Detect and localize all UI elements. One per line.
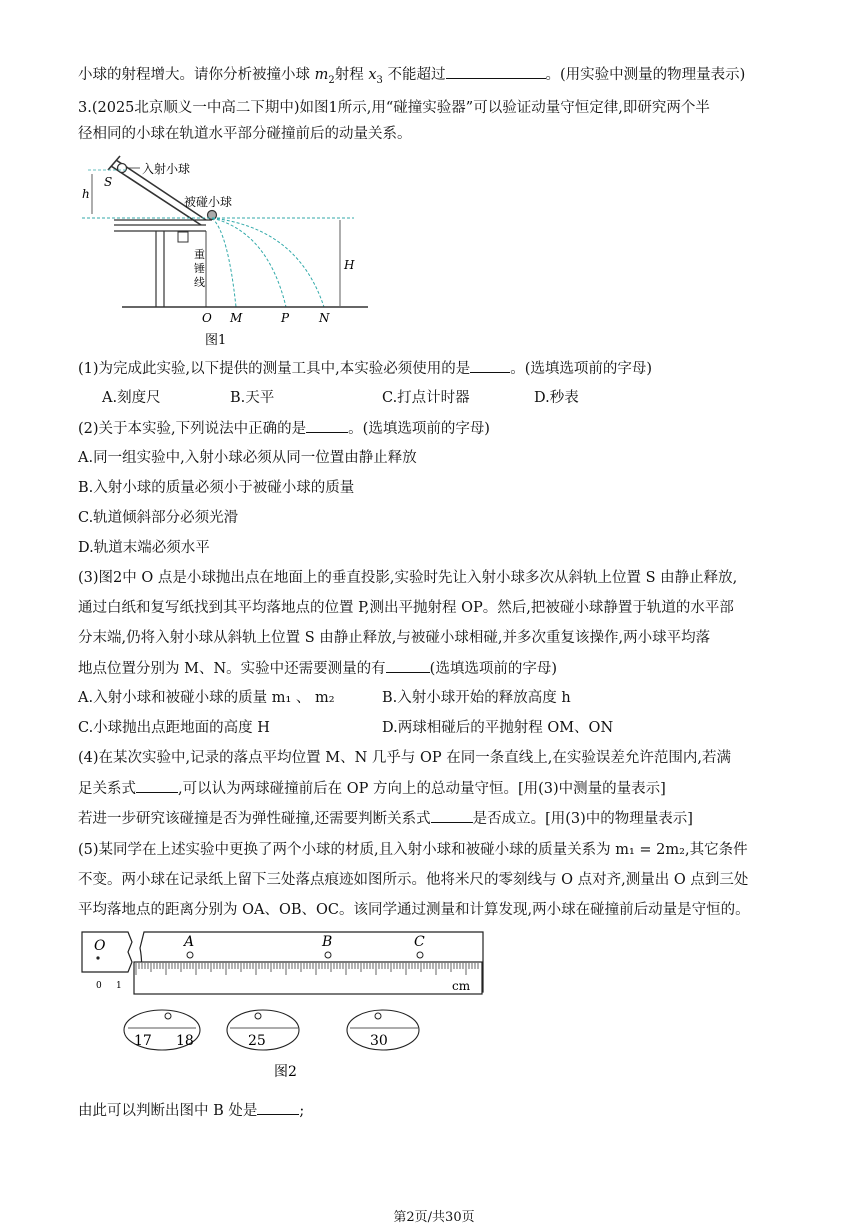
svg-text:17: 17: [134, 1033, 152, 1049]
svg-text:重: 重: [194, 248, 205, 261]
question-3-header-cont: 径相同的小球在轨道水平部分碰撞前后的动量关系。: [78, 126, 412, 142]
answer-blank[interactable]: [306, 418, 348, 433]
q1-option-d: D.秒表: [534, 390, 579, 406]
question-3-4-line-2: 足关系式 ,可以认为两球碰撞前后在 OP 方向上的总动量守恒。[用(3)中测量的量表示]: [78, 778, 666, 799]
svg-text:线: 线: [194, 276, 205, 289]
question-3-5-line-3: 平均落地点的距离分别为 OA、OB、OC。该同学通过测量和计算发现,两小球在碰撞前后动量是守恒的。: [78, 902, 750, 918]
svg-text:N: N: [319, 311, 330, 325]
svg-text:cm: cm: [452, 979, 471, 993]
q2-option-c: C.轨道倾斜部分必须光滑: [78, 510, 239, 526]
answer-blank[interactable]: [470, 358, 510, 373]
svg-text:B: B: [322, 934, 333, 950]
question-3-3-line-4: 地点位置分别为 M、N。实验中还需要测量的有 (选填选项前的字母): [78, 658, 557, 679]
text-line-1: 小球的射程增大。请你分析被撞小球 $m_2$射程 $x_3$ 不能超过 。(用实验中测量的物理量表示): [78, 64, 745, 91]
svg-text:P: P: [281, 311, 290, 325]
svg-text:M: M: [230, 311, 243, 325]
q3-option-c: C.小球抛出点距地面的高度 H: [78, 720, 270, 736]
svg-text:S: S: [104, 175, 113, 189]
q3-option-a: A.入射小球和被碰小球的质量 m₁ 、 m₂: [78, 690, 335, 706]
svg-text:30: 30: [370, 1033, 388, 1049]
answer-blank[interactable]: [386, 658, 430, 673]
figure-2-caption: 图2: [274, 1064, 297, 1080]
q2-option-b: B.入射小球的质量必须小于被碰小球的质量: [78, 480, 355, 496]
svg-text:A: A: [184, 934, 195, 950]
answer-blank[interactable]: [446, 64, 546, 79]
q1-option-b: B.天平: [230, 390, 275, 406]
question-3-3-line-1: (3)图2中 O 点是小球抛出点在地面上的垂直投影,实验时先让入射小球多次从斜轨上位置 S 由静止释放,: [78, 570, 738, 586]
svg-text:O: O: [94, 938, 106, 954]
q1-option-c: C.打点计时器: [382, 390, 470, 406]
answer-blank[interactable]: [257, 1100, 299, 1115]
question-3-2: (2)关于本实验,下列说法中正确的是 。(选填选项前的字母): [78, 418, 490, 439]
label-incident-ball: 入射小球: [142, 162, 191, 176]
svg-text:0: 0: [96, 981, 102, 991]
figure-2-ruler: [78, 928, 498, 1088]
question-3-5-final: 由此可以判断出图中 B 处是 ;: [78, 1100, 304, 1121]
svg-text:O: O: [202, 311, 212, 325]
svg-text:18: 18: [176, 1033, 194, 1049]
figure-1-caption: 图1: [205, 333, 227, 348]
svg-text:1: 1: [116, 981, 122, 991]
figure-1-collision-apparatus: [78, 152, 368, 352]
question-3-5-line-2: 不变。两小球在记录纸上留下三处落点痕迹如图所示。他将米尺的零刻线与 O 点对齐,测量出 O 点到三处: [78, 872, 749, 888]
svg-text:h: h: [82, 187, 90, 201]
question-3-3-line-3: 分末端,仍将入射小球从斜轨上位置 S 由静止释放,与被碰小球相碰,并多次重复该操作,两小球平均落: [78, 630, 711, 646]
svg-text:25: 25: [248, 1033, 266, 1049]
q1-option-a: A.刻度尺: [102, 390, 161, 406]
question-3-1: (1)为完成此实验,以下提供的测量工具中,本实验必须使用的是 。(选填选项前的字母): [78, 358, 652, 379]
question-3-4-line-1: (4)在某次实验中,记录的落点平均位置 M、N 几乎与 OP 在同一条直线上,在实验误差允许范围内,若满: [78, 750, 731, 766]
question-3-5-line-1: (5)某同学在上述实验中更换了两个小球的材质,且入射小球和被碰小球的质量关系为 m₁ = 2m₂,其它条件: [78, 842, 748, 858]
svg-text:H: H: [344, 258, 355, 272]
label-target-ball: 被碰小球: [184, 195, 233, 209]
answer-blank[interactable]: [136, 778, 178, 793]
q2-option-d: D.轨道末端必须水平: [78, 540, 210, 556]
incident-ball: [118, 164, 127, 173]
page-footer: 第2页/共30页: [393, 1210, 475, 1225]
svg-text:C: C: [414, 934, 425, 950]
q3-option-b: B.入射小球开始的释放高度 h: [382, 690, 571, 706]
question-3-4-line-3: 若进一步研究该碰撞是否为弹性碰撞,还需要判断关系式 是否成立。[用(3)中的物理量表示]: [78, 808, 693, 829]
q3-option-d: D.两球相碰后的平抛射程 OM、ON: [382, 720, 614, 736]
question-3-header: 3.(2025北京顺义一中高二下期中)如图1所示,用“碰撞实验器”可以验证动量守恒定律,即研究两个半: [78, 100, 710, 116]
question-3-3-line-2: 通过白纸和复写纸找到其平均落地点的位置 P,测出平抛射程 OP。然后,把被碰小球静置于轨道的水平部: [78, 600, 734, 616]
svg-text:锤: 锤: [194, 262, 205, 275]
q2-option-a: A.同一组实验中,入射小球必须从同一位置由静止释放: [78, 450, 417, 466]
answer-blank[interactable]: [431, 808, 473, 823]
